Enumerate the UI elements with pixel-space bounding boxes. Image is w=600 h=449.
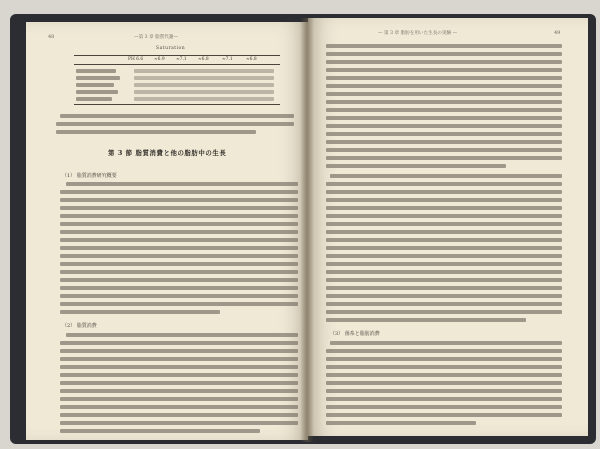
table-rule-bottom <box>74 104 280 105</box>
table-col-6: ≈6.8 <box>246 57 257 62</box>
left-page-number: 48 <box>48 34 55 40</box>
table-col-2: ≈6.9 <box>154 57 165 62</box>
table-col-4: ≈6.8 <box>198 57 209 62</box>
book-gutter <box>300 18 314 442</box>
right-running-head: — 第 3 章 脂肪を用いた生長の実験 — <box>378 31 458 36</box>
subheading-2: （2） 脂質消費 <box>62 323 97 329</box>
table-col-3: ≈7.1 <box>176 57 187 62</box>
table-col-5: ≈7.1 <box>222 57 233 62</box>
left-page <box>26 22 308 440</box>
right-page <box>308 18 588 436</box>
left-running-head: —第 3 章 脂質代謝— <box>134 35 179 40</box>
section-heading: 第 3 節 脂質消費と他の脂肪中の生長 <box>108 149 227 157</box>
right-subheading: （3） 菌糸と脂肪消費 <box>330 331 380 337</box>
right-page-number: 49 <box>554 30 561 36</box>
table-rule-mid <box>74 64 280 65</box>
table-title: Saturation <box>156 46 186 51</box>
table-rule-top <box>74 55 280 56</box>
subheading-1: （1） 脂質消費研究概要 <box>62 173 117 179</box>
table-col-1: PH 6.6 <box>128 57 144 62</box>
